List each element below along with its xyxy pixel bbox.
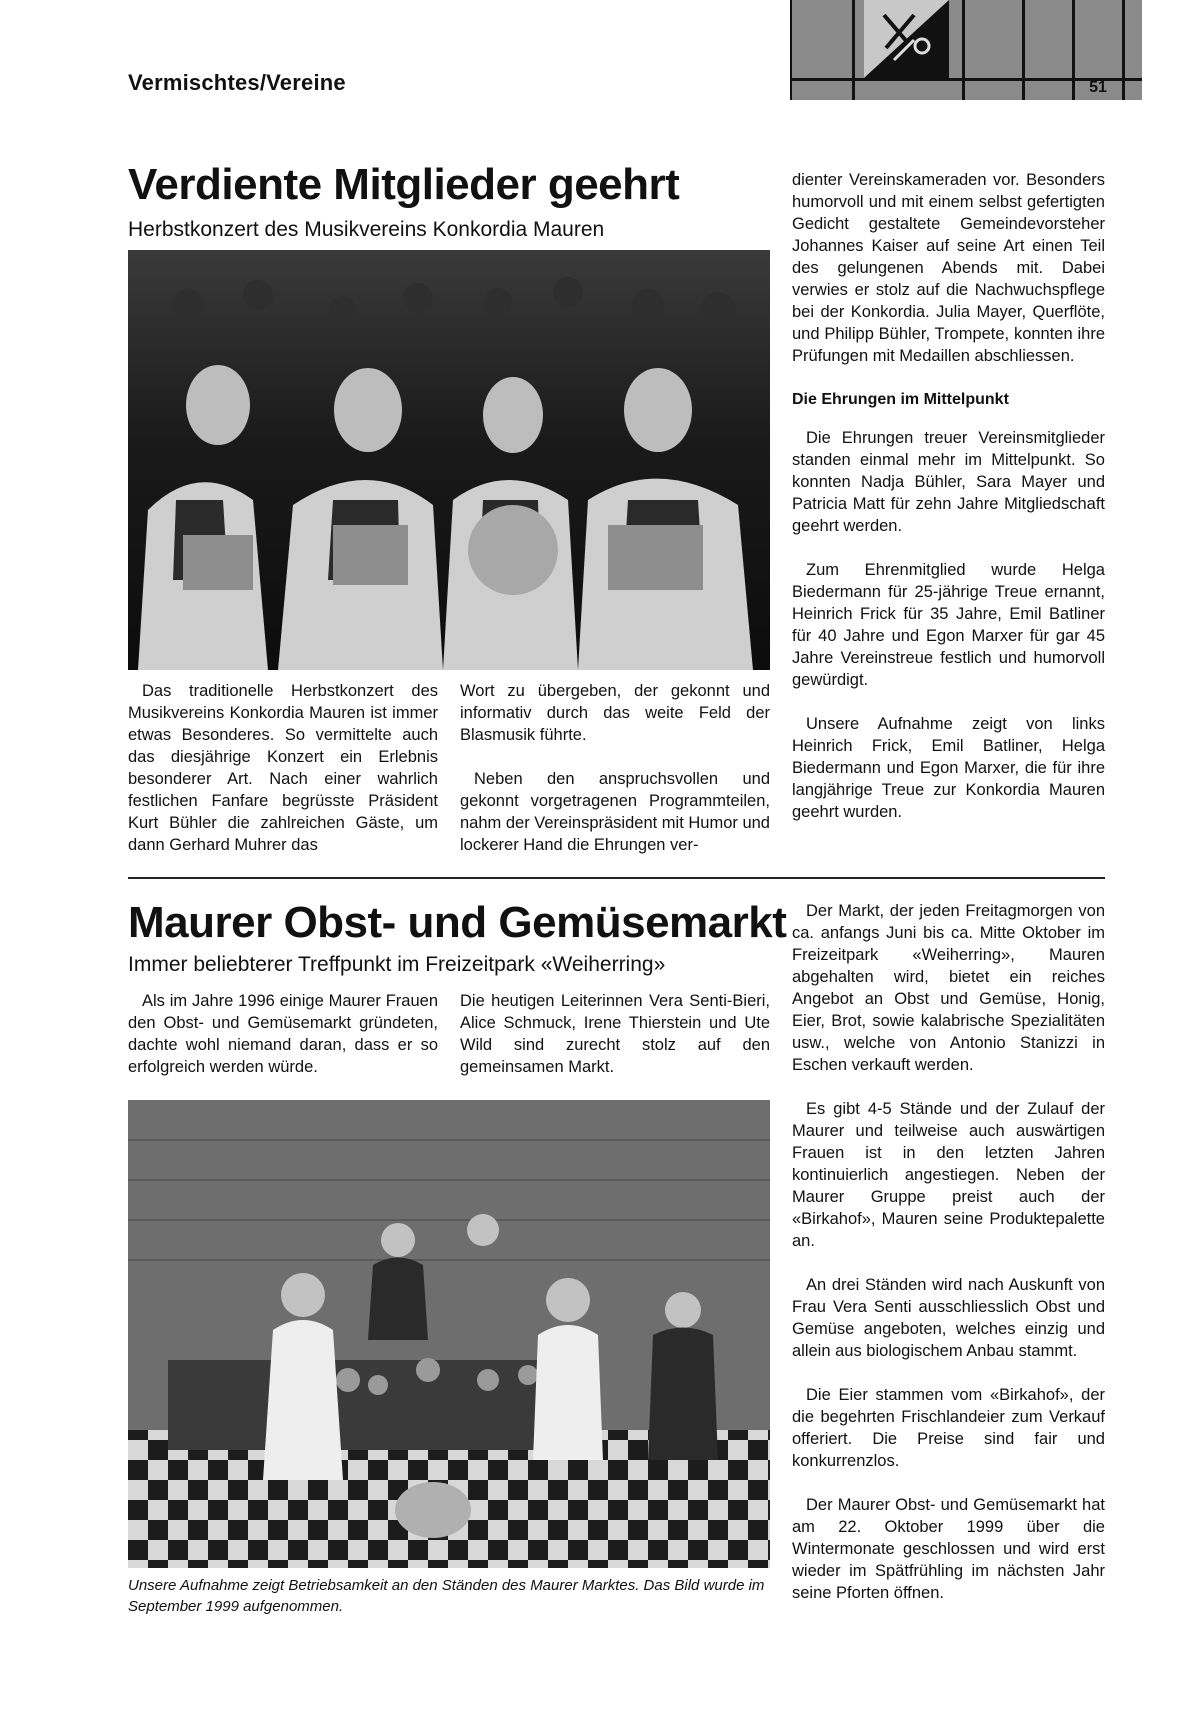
section-divider xyxy=(128,877,1105,879)
article1-title: Verdiente Mitglieder geehrt xyxy=(128,160,680,209)
subheading-ehrungen: Die Ehrungen im Mittelpunkt xyxy=(792,391,1009,408)
market-photo-caption: Unsere Aufnahme zeigt Betriebsamkeit an den Ständen des Maurer Marktes. Das Bild wurde im September 1999 aufgenommen. xyxy=(128,1577,765,1615)
header-grid xyxy=(790,0,1142,100)
article1-column-3: dienter Vereinskameraden vor. Besonders humorvoll und mit einem selbst gefertigten Gedicht gestaltete Gemeindevorsteher Johannes Kaiser auf seine Art einen Teil des gelungenen Abends mit. Dabei verwies er stolz auf die Nachwuchspflege bei der Konkordia. Julia Mayer, Querflöte, und Philipp Bühler, Trompete, konnten ihre Prüfungen mit Medaillen abschliessen. Die Ehrungen im Mittelpunkt Die Ehrungen treuer Vereinsmitglieder standen einmal mehr im Mittelpunkt. So konnten Nadja Bühler, Sara Mayer und Patricia Matt für zehn Jahre Mitgliedschaft geehrt werden. Zum Ehrenmitglied wurde Helga Biedermann für 25-jährige Treue ernannt, Heinrich Frick für 35 Jahre, Emil Batliner für 40 Jahre und Egon Marxer für gar 45 Jahre Vereinstreue festlich und humorvoll gewürdigt. Unsere Aufnahme zeigt von links Heinrich Frick, Emil Batliner, Helga Biedermann und Egon Marxer, die für ihre langjährige Treue zur Konkordia Mauren geehrt wurden. xyxy=(792,171,1105,821)
article2-title: Maurer Obst- und Gemüsemarkt xyxy=(128,898,787,947)
article1-subtitle: Herbstkonzert des Musikvereins Konkordia Mauren xyxy=(128,218,605,241)
article2-subtitle: Immer beliebterer Treffpunkt im Freizeitpark «Weiherring» xyxy=(128,953,666,976)
article1-column-2: Wort zu übergeben, der gekonnt und informativ durch das weite Feld der Blasmusik führte. Neben den anspruchsvollen und gekonnt vorgetragenen Programmteilen, nahm der Vereinspräsident mit Humor und lockerer Hand die Ehrungen ver- xyxy=(460,682,770,854)
article2-column-1: Als im Jahre 1996 einige Maurer Frauen den Obst- und Gemüsemarkt gründeten, dachte wohl niemand daran, dass er so erfolgreich werden würde. xyxy=(128,992,438,1076)
section-label: Vermischtes/Vereine xyxy=(128,70,346,95)
article2-column-3: Der Markt, der jeden Freitagmorgen von ca. anfangs Juni bis ca. Mitte Oktober im Freizeitpark «Weiherring», Mauren abgehalten wird, bietet ein reiches Angebot an Obst und Gemüse, Honig, Eier, Brot, sowie kalabrische Spezialitäten usw., welche von Antonio Stanizzi in Eschen verkauft werden. Es gibt 4-5 Stände und der Zulauf der Maurer und teilweise auch auswärtigen Frauen ist in den letzten Jahren kontinuierlich angestiegen. Neben der Maurer Gruppe preist auch der «Birkahof», Mauren seine Produktepalette an. An drei Ständen wird nach Auskunft von Frau Vera Senti ausschliesslich Obst und Gemüse angeboten, welches einzig und allein aus biologischem Anbau stammt. Die Eier stammen vom «Birkahof», der die begehrten Frischlandeier zum Verkauf offeriert. Die Preise sind fair und konkurrenzlos. Der Maurer Obst- und Gemüsemarkt hat am 22. Oktober 1999 über die Wintermonate geschlossen und wird erst wieder im Spätfrühling im nächsten Jahr seine Pforten öffnen. xyxy=(792,902,1105,1602)
concert-photo xyxy=(128,250,770,670)
article2-column-2: Die heutigen Leiterinnen Vera Senti-Bieri, Alice Schmuck, Irene Thierstein und Ute Wild sind zurecht stolz auf den gemeinsamen Markt. xyxy=(460,992,770,1076)
page-number: 51 xyxy=(1089,79,1107,96)
market-photo xyxy=(128,1100,770,1568)
coat-of-arms-icon xyxy=(864,0,949,78)
article1-column-1: Das traditionelle Herbstkonzert des Musikvereins Konkordia Mauren ist immer etwas Besonderes. So vermittelte auch das diesjährige Konzert ein Erlebnis besonderer Art. Nach einer wahrlich festlichen Fanfare begrüsste Präsident Kurt Bühler die zahlreichen Gäste, um dann Gerhard Muhrer das xyxy=(128,682,438,854)
